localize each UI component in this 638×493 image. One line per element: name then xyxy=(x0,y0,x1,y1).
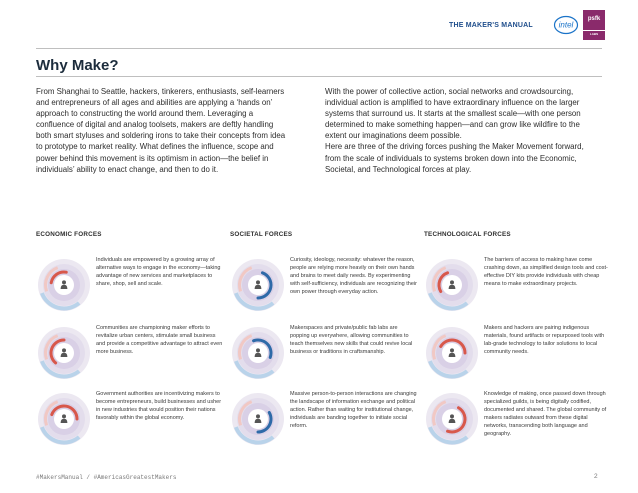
force-item xyxy=(230,256,420,316)
force-ring-graphic xyxy=(424,256,480,314)
header-divider xyxy=(36,48,602,49)
force-description: Government authorities are incentivizing makers to become entrepreneurs, build businesses and usher in new industries that would position their nations favorably within the global economy. xyxy=(96,391,222,421)
force-item xyxy=(424,256,614,316)
force-ring-graphic xyxy=(36,256,92,314)
force-ring-graphic xyxy=(230,324,286,382)
intel-logo-text: intel xyxy=(558,20,574,30)
intro-right xyxy=(325,86,595,175)
force-item xyxy=(230,324,420,384)
column-heading-technological: TECHNOLOGICAL FORCES xyxy=(424,231,511,238)
footer-hashtags: #MakersManual / #AmericasGreatestMakers xyxy=(36,474,177,481)
psfk-logo-text: psfk xyxy=(587,16,601,22)
column-heading-economic: ECONOMIC FORCES xyxy=(36,231,102,238)
psfk-logo xyxy=(583,10,605,40)
intro-paragraph: From Shanghai to Seattle, hackers, tinkerers, enthusiasts, self-learners and entrepreneurs of all ages and abilities are applying a ‘hands on’ approach to constructing the world around them. Leveraging a confluence of digital and analog toolsets, makers are deftly handling both smart styluses and soldering irons to take their concepts from idea to prototype to market reality. What defines the influence, scope and power behind this movement is its optimism in action—the belief in individuals’ ability to enact change, and then to do it. xyxy=(36,87,286,174)
page-header xyxy=(0,0,638,50)
column-heading-societal: SOCIETAL FORCES xyxy=(230,231,293,238)
force-description: Makerspaces and private/public fab labs are popping up everywhere, allowing communities to teach themselves new skills that could revive local business or traditions in craftsmanship. xyxy=(290,325,413,355)
force-item xyxy=(36,324,226,384)
psfk-logo-sub: LABS xyxy=(583,30,605,36)
force-ring-graphic xyxy=(230,390,286,448)
force-item xyxy=(424,324,614,384)
force-ring-graphic xyxy=(230,256,286,314)
force-item xyxy=(36,256,226,316)
force-ring-graphic xyxy=(424,324,480,382)
force-ring-graphic xyxy=(36,390,92,448)
intel-logo xyxy=(553,12,579,38)
force-description: Knowledge of making, once passed down through specialized guilds, is being digitally codified, documented and shared. The global community of makers radiates outward from these digital networks, transcending both language and geography. xyxy=(484,391,607,437)
force-item xyxy=(36,390,226,450)
brand-title: THE MAKER'S MANUAL xyxy=(449,22,533,29)
force-ring-graphic xyxy=(36,324,92,382)
page-number: 2 xyxy=(594,473,598,480)
force-ring-graphic xyxy=(424,390,480,448)
intro-paragraph: Here are three of the driving forces pushing the Maker Movement forward, from the scale of individuals to systems broken down into the Economic, Societal, and Technological forces at play. xyxy=(325,142,584,174)
force-description: Communities are championing maker efforts to revitalize urban centers, stimulate small business and provide a competitive advantage to attract even more business. xyxy=(96,325,223,355)
force-description: Curiosity, ideology, necessity: whatever the reason, people are relying more heavily on their own hands and brains to meet daily needs. By experimenting with self-sufficiency, individuals are recognizing their own power through everyday action. xyxy=(290,257,417,295)
intro-left xyxy=(36,86,290,175)
force-description: The barriers of access to making have come crashing down, as simplified design tools and cost-effective DIY kits provide individuals with cheap means to make extraordinary projects. xyxy=(484,257,608,287)
force-item xyxy=(230,390,420,450)
force-description: Massive person-to-person interactions are changing the landscape of information exchange and political action. Rather than waiting for institutional change, individuals are banding together to initiate social reform. xyxy=(290,391,417,429)
force-description: Individuals are empowered by a growing array of alternative ways to engage in the economy—taking advantage of new services and marketplaces to share, shop, sell and scale. xyxy=(96,257,221,287)
intro-paragraph: With the power of collective action, social networks and crowdsourcing, individual action is amplified to have extraordinary influence on the larger systems that surround us. It starts at the smallest scale—with one person determined to make something happen—and can grow like wildfire to the extent our imaginations deem possible. xyxy=(325,87,581,141)
page-title: Why Make? xyxy=(36,57,119,74)
force-item xyxy=(424,390,614,450)
force-description: Makers and hackers are pairing indigenous materials, found artifacts or repurposed tools with lab-grade technology to tailor solutions to local community needs. xyxy=(484,325,605,355)
title-divider xyxy=(36,76,602,77)
